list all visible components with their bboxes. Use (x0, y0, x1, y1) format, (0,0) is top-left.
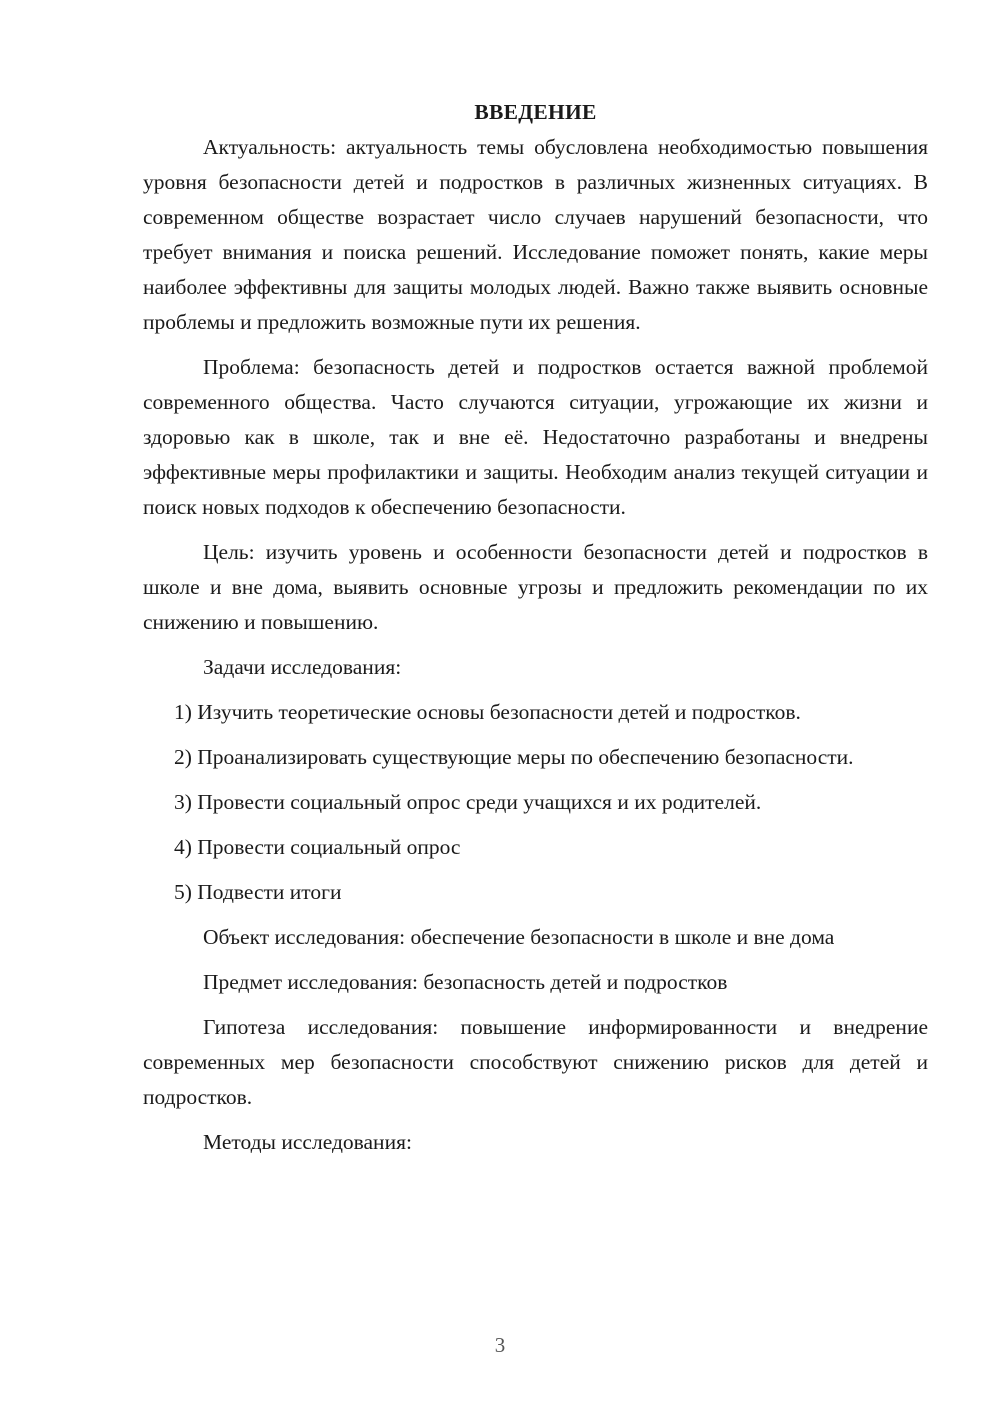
task-item-5: 5) Подвести итоги (174, 880, 342, 904)
methods-heading: Методы исследования: (203, 1130, 412, 1154)
task-item-4: 4) Провести социальный опрос (174, 835, 461, 859)
relevance-paragraph: Актуальность: актуальность темы обусловлена необходимостью повышения уровня безопасности детей и подростков в различных жизненных ситуациях. В современном обществе возрастает число случаев нарушений безопасности, что требует внимания и поиска решений. Исследование поможет понять, какие меры наиболее эффективны для защиты молодых людей. Важно также выявить основные проблемы и предложить возможные пути их решения. (143, 135, 928, 334)
task-item-3: 3) Провести социальный опрос среди учащихся и их родителей. (174, 790, 762, 814)
hypothesis-paragraph: Гипотеза исследования: повышение информированности и внедрение современных мер безопасности способствуют снижению рисков для детей и подростков. (143, 1015, 928, 1109)
goal-paragraph: Цель: изучить уровень и особенности безопасности детей и подростков в школе и вне дома, выявить основные угрозы и предложить рекомендации по их снижению и повышению. (143, 540, 928, 634)
problem-paragraph: Проблема: безопасность детей и подростков остается важной проблемой современного общества. Часто случаются ситуации, угрожающие их жизни и здоровью как в школе, так и вне её. Недостаточно разработаны и внедрены эффективные меры профилактики и защиты. Необходим анализ текущей ситуации и поиск новых подходов к обеспечению безопасности. (143, 355, 928, 519)
object-paragraph: Объект исследования: обеспечение безопасности в школе и вне дома (203, 925, 835, 949)
task-item-1: 1) Изучить теоретические основы безопасности детей и подростков. (174, 700, 801, 724)
document-page (143, 95, 928, 1170)
task-item-2: 2) Проанализировать существующие меры по обеспечению безопасности. (174, 745, 854, 769)
page-number: 3 (494, 1333, 506, 1357)
tasks-heading: Задачи исследования: (203, 655, 402, 679)
section-title: ВВЕДЕНИЕ (474, 100, 597, 124)
subject-paragraph: Предмет исследования: безопасность детей и подростков (203, 970, 728, 994)
